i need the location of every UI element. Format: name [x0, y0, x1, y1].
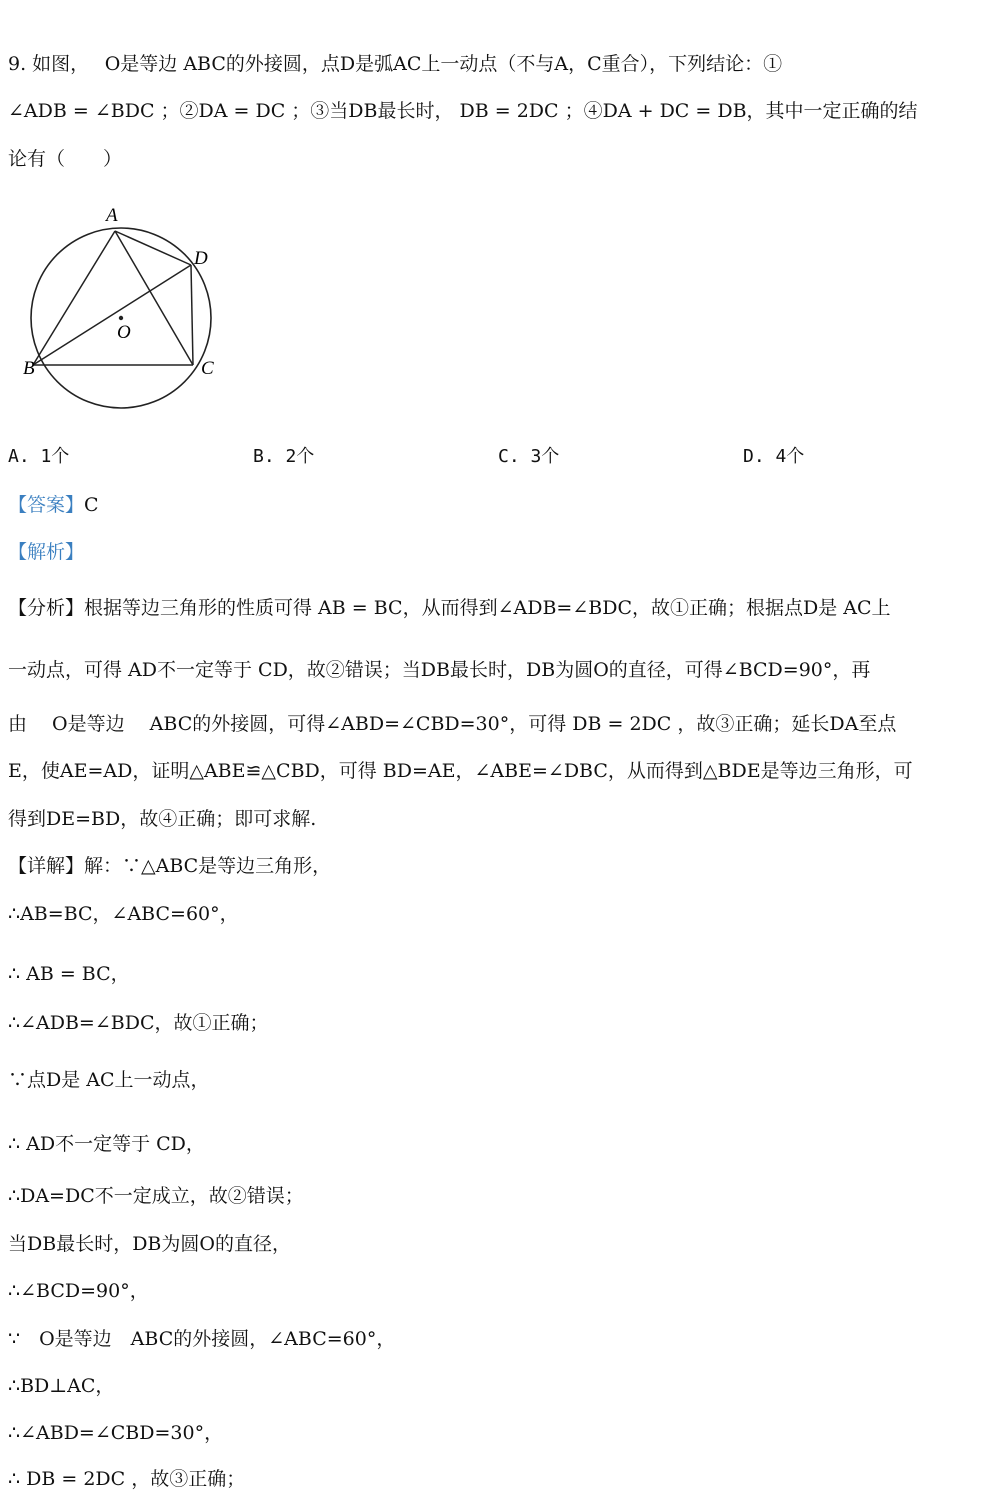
analysis-line-4: E，使AE=AD，证明△ABE≌△CBD，可得 BD=AE，∠ABE=∠DBC，从而得到△BDE是等边三角形，可	[8, 760, 913, 782]
question-line-2: ∠ADB = ∠BDC ；②DA = DC ；③当DB最长时， DB = 2DC ；④DA + DC = DB，其中一定正确的结	[8, 100, 918, 122]
solution-step-7: ∴DA=DC不一定成立，故②错误；	[8, 1185, 304, 1207]
option-c-text: 3个	[530, 446, 560, 467]
option-a[interactable]	[8, 443, 69, 471]
question-line-3: 论有（ ）	[8, 148, 123, 170]
solution-step-1: 【详解】解：∵△ABC是等边三角形，	[8, 855, 332, 877]
solution-step-8: 当DB最长时，DB为圆O的直径，	[8, 1233, 291, 1255]
option-d-text: 4个	[775, 446, 805, 467]
option-d[interactable]	[743, 443, 804, 471]
option-b-text: 2个	[285, 446, 315, 467]
option-a-label: A.	[8, 446, 30, 467]
segment-bd	[33, 265, 191, 365]
solution-step-10: ∵ O是等边 ABC的外接圆，∠ABC=60°，	[8, 1328, 396, 1350]
solution-step-12: ∴∠ABD=∠CBD=30°，	[8, 1422, 224, 1444]
solution-step-2: ∴AB=BC，∠ABC=60°，	[8, 903, 239, 925]
question-line-1: 9. 如图， O是等边 ABC的外接圆，点D是弧AC上一动点（不与A，C重合），下列结论：①	[8, 53, 783, 75]
option-b-label: B.	[253, 446, 275, 467]
label-d: D	[194, 248, 208, 269]
segment-ad	[115, 231, 191, 265]
analysis-tag: 【解析】	[8, 541, 85, 563]
segment-ab	[33, 231, 115, 365]
analysis-line-5: 得到DE=BD，故④正确；即可求解.	[8, 808, 317, 830]
solution-step-13: ∴ DB = 2DC ，故③正确；	[8, 1468, 246, 1490]
label-a: A	[106, 205, 118, 226]
solution-step-4: ∴∠ADB=∠BDC，故①正确；	[8, 1012, 269, 1034]
center-point	[119, 316, 123, 320]
solution-step-9: ∴∠BCD=90°，	[8, 1280, 149, 1302]
analysis-line-3: 由 O是等边 ABC的外接圆，可得∠ABD=∠CBD=30°，可得 DB = 2DC ，故③正确；延长DA至点	[8, 713, 897, 735]
answer-tag: 【答案】	[8, 494, 85, 516]
label-c: C	[201, 358, 214, 379]
option-c[interactable]	[498, 443, 559, 471]
option-b[interactable]	[253, 443, 314, 471]
solution-step-3: ∴ AB = BC，	[8, 963, 130, 985]
option-a-text: 1个	[40, 446, 70, 467]
solution-step-11: ∴BD⊥AC，	[8, 1375, 115, 1397]
segment-dc	[191, 265, 193, 365]
label-o: O	[117, 322, 131, 343]
geometry-figure	[18, 200, 233, 415]
answer-line	[8, 491, 978, 519]
solution-step-6: ∴ AD不一定等于 CD，	[8, 1133, 205, 1155]
analysis-line-1: 【分析】根据等边三角形的性质可得 AB = BC，从而得到∠ADB=∠BDC，故①正确；根据点D是 AC上	[8, 597, 891, 619]
option-c-label: C.	[498, 446, 520, 467]
analysis-line-2: 一动点，可得 AD不一定等于 CD，故②错误；当DB最长时，DB为圆O的直径，可得∠BCD=90°，再	[8, 659, 871, 681]
option-d-label: D.	[743, 446, 765, 467]
label-b: B	[23, 358, 35, 379]
solution-step-5: ∵点D是 AC上一动点，	[8, 1069, 210, 1091]
answer-value: C	[84, 494, 99, 516]
